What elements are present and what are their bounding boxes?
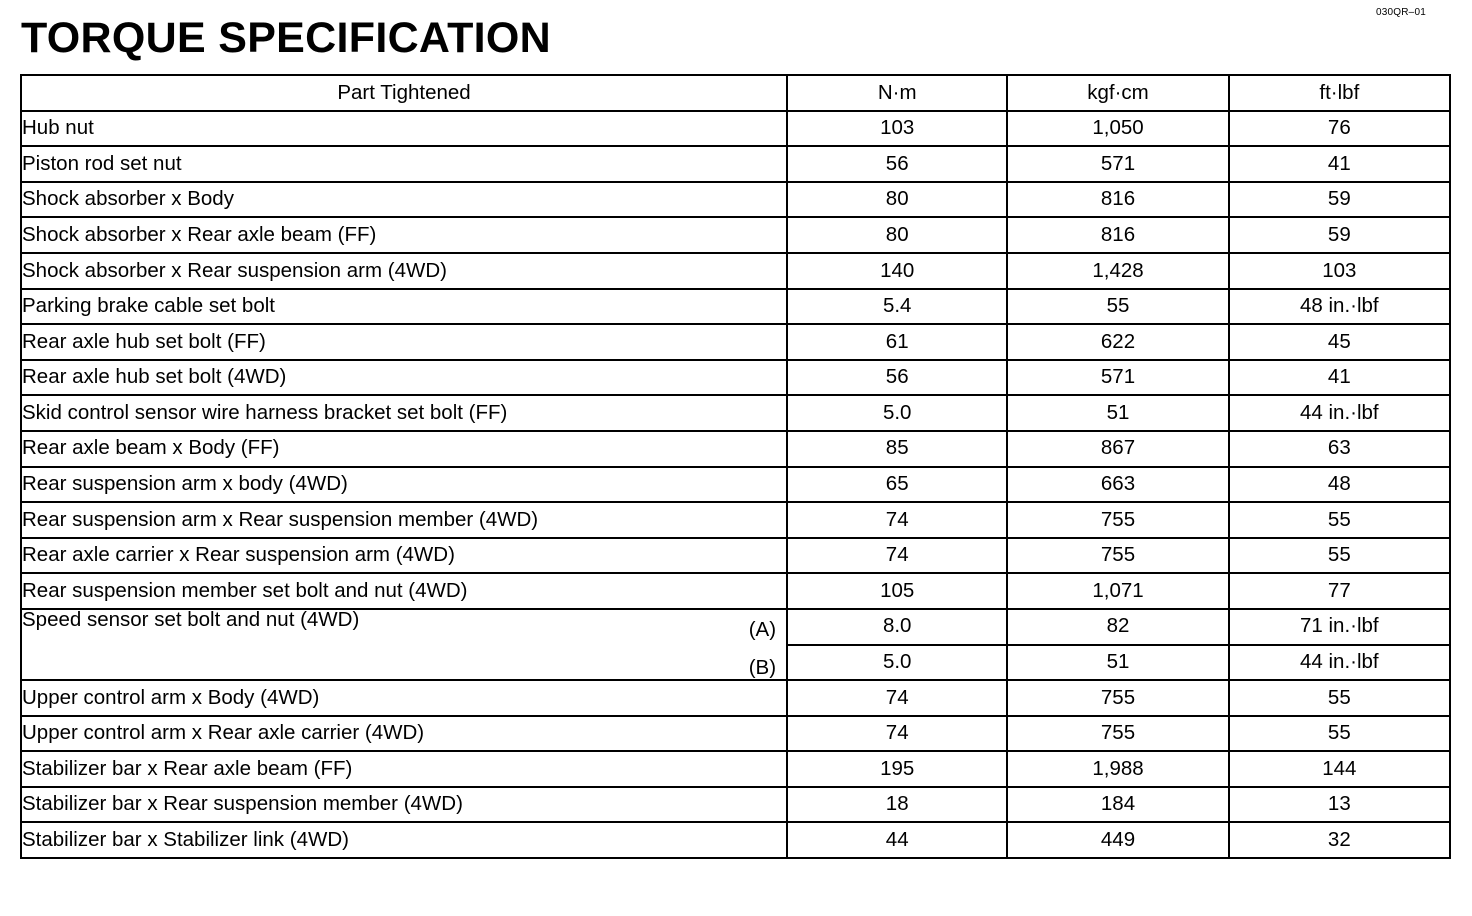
header-kgf-cm: kgf·cm — [1007, 75, 1228, 111]
kgf-cell: 867 — [1007, 431, 1228, 467]
kgf-cell: 622 — [1007, 324, 1228, 360]
nm-cell: 5.4 — [787, 289, 1007, 325]
part-cell-speed-sensor — [21, 609, 787, 680]
kgf-cell: 755 — [1007, 538, 1228, 574]
ft-cell: 44 in.·lbf — [1229, 395, 1450, 431]
speed-sensor-part-label: Speed sensor set bolt and nut (4WD) — [22, 607, 360, 631]
ft-cell: 77 — [1229, 573, 1450, 609]
header-part-tightened: Part Tightened — [21, 75, 787, 111]
document-code: 030QR–01 — [1376, 7, 1426, 18]
ft-cell: 55 — [1229, 680, 1450, 716]
variant-label-b: (B) — [748, 655, 777, 679]
kgf-cell: 816 — [1007, 182, 1228, 218]
part-cell: Stabilizer bar x Rear axle beam (FF) — [21, 751, 787, 787]
kgf-cell: 816 — [1007, 217, 1228, 253]
kgf-cell: 571 — [1007, 360, 1228, 396]
table-header-row — [21, 75, 1450, 111]
ft-cell: 55 — [1229, 538, 1450, 574]
torque-spec-table — [20, 74, 1451, 859]
ft-cell: 55 — [1229, 502, 1450, 538]
table-row — [21, 111, 1450, 147]
nm-cell: 61 — [787, 324, 1007, 360]
nm-cell: 74 — [787, 502, 1007, 538]
table-row — [21, 217, 1450, 253]
part-cell: Stabilizer bar x Stabilizer link (4WD) — [21, 822, 787, 858]
ft-cell: 63 — [1229, 431, 1450, 467]
part-cell: Rear suspension arm x Rear suspension member (4WD) — [21, 502, 787, 538]
ft-cell: 103 — [1229, 253, 1450, 289]
table-row — [21, 360, 1450, 396]
table-row — [21, 431, 1450, 467]
table-row — [21, 253, 1450, 289]
nm-cell: 18 — [787, 787, 1007, 823]
table-row — [21, 146, 1450, 182]
kgf-cell: 82 — [1007, 609, 1228, 645]
ft-cell: 48 — [1229, 467, 1450, 503]
nm-cell: 5.0 — [787, 645, 1007, 681]
kgf-cell: 1,428 — [1007, 253, 1228, 289]
kgf-cell: 1,988 — [1007, 751, 1228, 787]
ft-cell: 59 — [1229, 182, 1450, 218]
ft-cell: 144 — [1229, 751, 1450, 787]
table-row — [21, 822, 1450, 858]
header-nm: N·m — [787, 75, 1007, 111]
part-cell: Stabilizer bar x Rear suspension member (4WD) — [21, 787, 787, 823]
part-cell: Rear axle hub set bolt (FF) — [21, 324, 787, 360]
kgf-cell: 51 — [1007, 645, 1228, 681]
nm-cell: 74 — [787, 538, 1007, 574]
table-row — [21, 324, 1450, 360]
nm-cell: 8.0 — [787, 609, 1007, 645]
kgf-cell: 755 — [1007, 716, 1228, 752]
kgf-cell: 755 — [1007, 680, 1228, 716]
nm-cell: 65 — [787, 467, 1007, 503]
nm-cell: 44 — [787, 822, 1007, 858]
part-cell: Upper control arm x Body (4WD) — [21, 680, 787, 716]
nm-cell: 80 — [787, 182, 1007, 218]
variant-labels — [748, 617, 777, 695]
nm-cell: 74 — [787, 716, 1007, 752]
table-row — [21, 395, 1450, 431]
nm-cell: 105 — [787, 573, 1007, 609]
ft-cell: 41 — [1229, 360, 1450, 396]
table-row — [21, 289, 1450, 325]
ft-cell: 45 — [1229, 324, 1450, 360]
table-row — [21, 467, 1450, 503]
table-row — [21, 538, 1450, 574]
table-row — [21, 182, 1450, 218]
part-cell: Hub nut — [21, 111, 787, 147]
part-cell: Rear suspension member set bolt and nut (4WD) — [21, 573, 787, 609]
ft-cell: 48 in.·lbf — [1229, 289, 1450, 325]
ft-cell: 13 — [1229, 787, 1450, 823]
part-cell: Shock absorber x Body — [21, 182, 787, 218]
page-title: TORQUE SPECIFICATION — [21, 14, 551, 62]
table-row — [21, 716, 1450, 752]
nm-cell: 85 — [787, 431, 1007, 467]
kgf-cell: 755 — [1007, 502, 1228, 538]
part-cell: Shock absorber x Rear suspension arm (4WD) — [21, 253, 787, 289]
kgf-cell: 51 — [1007, 395, 1228, 431]
part-cell: Skid control sensor wire harness bracket set bolt (FF) — [21, 395, 787, 431]
table-row — [21, 573, 1450, 609]
kgf-cell: 571 — [1007, 146, 1228, 182]
ft-cell: 41 — [1229, 146, 1450, 182]
kgf-cell: 663 — [1007, 467, 1228, 503]
nm-cell: 195 — [787, 751, 1007, 787]
table-row-speed-sensor-a — [21, 609, 1450, 645]
ft-cell: 71 in.·lbf — [1229, 609, 1450, 645]
kgf-cell: 184 — [1007, 787, 1228, 823]
ft-cell: 55 — [1229, 716, 1450, 752]
table-row — [21, 751, 1450, 787]
kgf-cell: 449 — [1007, 822, 1228, 858]
nm-cell: 140 — [787, 253, 1007, 289]
table-row — [21, 680, 1450, 716]
part-cell: Piston rod set nut — [21, 146, 787, 182]
kgf-cell: 55 — [1007, 289, 1228, 325]
table-row — [21, 502, 1450, 538]
kgf-cell: 1,071 — [1007, 573, 1228, 609]
ft-cell: 76 — [1229, 111, 1450, 147]
part-cell: Parking brake cable set bolt — [21, 289, 787, 325]
nm-cell: 74 — [787, 680, 1007, 716]
variant-label-a: (A) — [748, 617, 777, 641]
part-cell: Upper control arm x Rear axle carrier (4WD) — [21, 716, 787, 752]
ft-cell: 32 — [1229, 822, 1450, 858]
nm-cell: 56 — [787, 146, 1007, 182]
nm-cell: 56 — [787, 360, 1007, 396]
table-row — [21, 787, 1450, 823]
header-ft-lbf: ft·lbf — [1229, 75, 1450, 111]
ft-cell: 44 in.·lbf — [1229, 645, 1450, 681]
ft-cell: 59 — [1229, 217, 1450, 253]
nm-cell: 103 — [787, 111, 1007, 147]
nm-cell: 80 — [787, 217, 1007, 253]
part-cell: Rear axle hub set bolt (4WD) — [21, 360, 787, 396]
part-cell: Rear axle beam x Body (FF) — [21, 431, 787, 467]
kgf-cell: 1,050 — [1007, 111, 1228, 147]
part-cell: Rear suspension arm x body (4WD) — [21, 467, 787, 503]
part-cell: Shock absorber x Rear axle beam (FF) — [21, 217, 787, 253]
part-cell: Rear axle carrier x Rear suspension arm (4WD) — [21, 538, 787, 574]
nm-cell: 5.0 — [787, 395, 1007, 431]
